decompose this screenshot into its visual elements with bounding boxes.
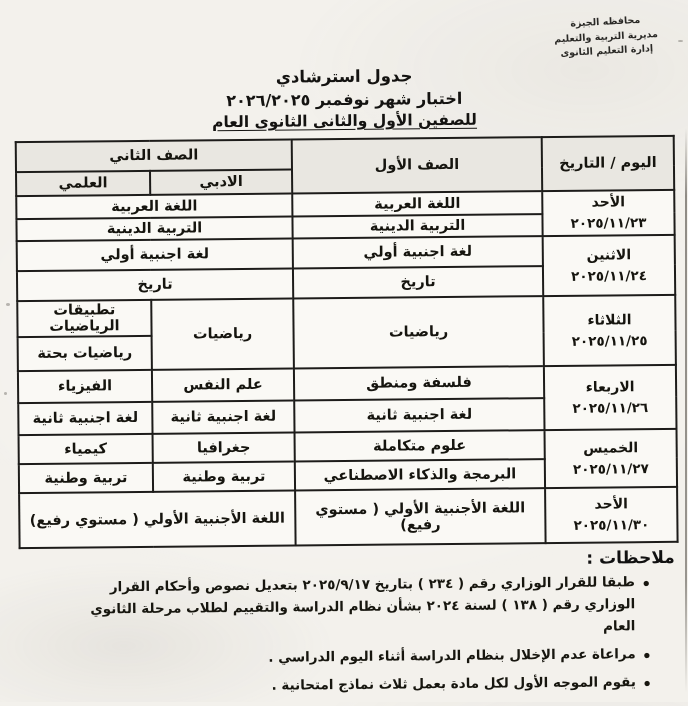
subject-cell: التربية الدينية bbox=[292, 214, 542, 239]
subject-cell: رياضيات bbox=[293, 297, 544, 369]
subject-cell: تربية وطنية bbox=[153, 462, 295, 492]
day-date: ٢٠٢٥/١١/٣٠ bbox=[573, 517, 650, 535]
date-cell-tue25 bbox=[543, 295, 676, 366]
header-grade1: الصف الأول bbox=[292, 137, 543, 193]
note-item-3: • يقوم الموجه الأول لكل مادة بعمل ثلاث نماذج امتحانية . bbox=[72, 672, 636, 699]
notes-section bbox=[19, 548, 680, 700]
subject-cell: اللغة الأجنبية الأولي ( مستوي رفيع) bbox=[19, 491, 296, 549]
subject-cell: كيمياء bbox=[19, 434, 153, 464]
document-body bbox=[14, 63, 680, 706]
subject-cell: الفيزياء bbox=[18, 370, 152, 403]
letterhead-governorate: محافظه الجيزة bbox=[570, 14, 641, 30]
subject-cell: رياضيات bbox=[151, 299, 294, 370]
subject-cell: تاريخ bbox=[293, 267, 543, 299]
subject-cell: تاريخ bbox=[17, 269, 293, 302]
title-line-1: جدول استرشادي bbox=[275, 66, 413, 87]
title-line-3: للصفين الأول والثانى الثانوى العام bbox=[211, 110, 478, 132]
table-row bbox=[17, 235, 675, 271]
subject-cell: لغة اجنبية ثانية bbox=[152, 401, 294, 434]
date-cell-sun23 bbox=[542, 190, 674, 237]
subject-cell: اللغة الأجنبية الأولي ( مستوي رفيع) bbox=[295, 489, 546, 546]
document-title bbox=[14, 63, 675, 136]
day-name: الثلاثاء bbox=[587, 312, 632, 329]
subject-cell: لغة اجنبية أولي bbox=[293, 237, 543, 269]
subject-cell: لغة اجنبية أولي bbox=[17, 239, 293, 272]
subject-cell: التربية الدينية bbox=[16, 216, 292, 241]
subject-cell: علم النفس bbox=[152, 369, 294, 402]
table-row bbox=[19, 429, 677, 464]
header-day-date: اليوم / التاريخ bbox=[542, 136, 675, 191]
table-row bbox=[18, 365, 676, 403]
subject-cell: تطبيقات الرياضيات bbox=[17, 300, 151, 337]
subject-cell: رياضيات بحتة bbox=[18, 336, 152, 371]
note-item-1: • طبقا للقرار الوزاري رقم ( ٢٣٤ ) بتاريخ ٢٠٢٥/٩/١٧ بتعديل نصوص وأحكام القرار الوزاري رقم ( ١٣٨ ) لسنة ٢٠٢٤ بشأن نظام الدراسة والتقييم لطلاب مرحلة الثانوي العام bbox=[71, 573, 636, 644]
letterhead bbox=[553, 13, 659, 63]
header-literary: الادبي bbox=[150, 170, 292, 195]
date-cell-wed26 bbox=[544, 365, 677, 430]
day-date: ٢٠٢٥/١١/٢٥ bbox=[571, 332, 648, 350]
title-line-2: اختبار شهر نوفمبر ٢٠٢٦/٢٠٢٥ bbox=[226, 88, 463, 110]
exam-schedule-table bbox=[15, 135, 679, 550]
subject-cell: اللغة العربية bbox=[16, 194, 292, 219]
scan-speck bbox=[678, 40, 683, 42]
subject-cell: لغة اجنبية ثانية bbox=[294, 399, 544, 433]
subject-cell: لغة اجنبية ثانية bbox=[18, 402, 152, 435]
notes-list bbox=[19, 572, 678, 700]
letterhead-administration: إدارة التعليم الثانوى bbox=[560, 43, 654, 60]
day-date: ٢٠٢٥/١١/٢٧ bbox=[572, 460, 649, 478]
scan-edge-artifact bbox=[685, 128, 687, 693]
scan-speck bbox=[6, 303, 10, 306]
day-name: الاثنين bbox=[586, 247, 632, 264]
date-cell-thu27 bbox=[545, 429, 678, 488]
scan-speck bbox=[4, 392, 7, 395]
note-item-2: • مراعاة عدم الإخلال بنظام الدراسة أثناء اليوم الدراسي . bbox=[72, 644, 636, 671]
letterhead-directorate: مديرية التربية والتعليم bbox=[554, 28, 659, 46]
day-date: ٢٠٢٥/١١/٢٤ bbox=[571, 267, 647, 285]
notes-heading: ملاحظات : bbox=[586, 548, 675, 570]
table-row bbox=[17, 295, 675, 337]
subject-cell: علوم متكاملة bbox=[295, 431, 545, 462]
day-name: الخميس bbox=[583, 440, 639, 457]
day-date: ٢٠٢٥/١١/٢٦ bbox=[572, 399, 649, 417]
day-name: الاربعاء bbox=[585, 379, 635, 396]
header-grade2: الصف الثاني bbox=[16, 140, 292, 173]
subject-cell: اللغة العربية bbox=[292, 191, 542, 216]
day-name: الأحد bbox=[591, 194, 626, 211]
subject-cell: جغرافيا bbox=[153, 433, 295, 463]
date-cell-mon24 bbox=[543, 235, 676, 296]
day-date: ٢٠٢٥/١١/٢٣ bbox=[570, 215, 647, 233]
subject-cell: تربية وطنية bbox=[19, 463, 153, 493]
day-name: الأحد bbox=[594, 496, 629, 513]
header-scientific: العلمي bbox=[16, 171, 150, 196]
date-cell-sun30 bbox=[545, 487, 678, 543]
subject-cell: فلسفة ومنطق bbox=[294, 367, 544, 401]
table-row bbox=[19, 487, 678, 548]
subject-cell: البرمجة والذكاء الاصطناعي bbox=[295, 460, 545, 491]
